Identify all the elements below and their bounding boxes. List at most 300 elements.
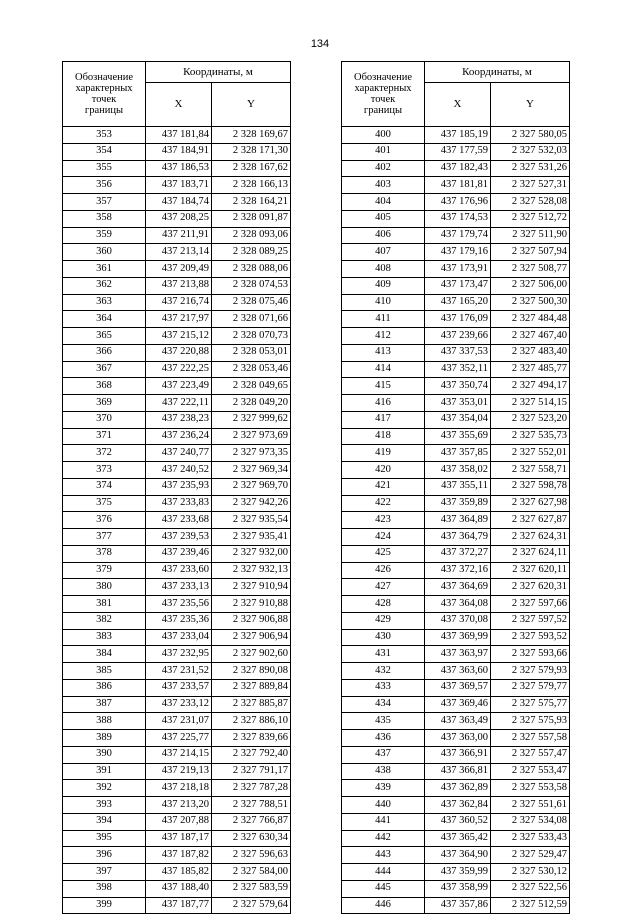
table-row <box>63 545 291 562</box>
point-header-line4: границы <box>84 105 124 116</box>
y-coordinate-cell: 2 327 552,01 <box>491 445 570 462</box>
point-number-cell: 418 <box>342 428 425 445</box>
point-number-cell: 419 <box>342 445 425 462</box>
x-coordinate-cell: 437 176,96 <box>425 194 491 211</box>
point-number-cell: 354 <box>63 143 146 160</box>
y-coordinate-cell: 2 327 553,58 <box>491 780 570 797</box>
x-coordinate-cell: 437 174,53 <box>425 210 491 227</box>
point-number-cell: 369 <box>63 395 146 412</box>
table-row <box>63 127 291 144</box>
x-coordinate-cell: 437 235,36 <box>146 612 212 629</box>
x-coordinate-cell: 437 364,89 <box>425 512 491 529</box>
point-number-cell: 364 <box>63 311 146 328</box>
point-number-cell: 417 <box>342 411 425 428</box>
table-row <box>342 411 570 428</box>
x-coordinate-cell: 437 363,00 <box>425 730 491 747</box>
table-row <box>63 763 291 780</box>
table-row <box>342 579 570 596</box>
y-coordinate-cell: 2 327 839,66 <box>212 730 291 747</box>
y-coordinate-cell: 2 327 627,87 <box>491 512 570 529</box>
point-number-cell: 423 <box>342 512 425 529</box>
table-row <box>342 512 570 529</box>
point-number-cell: 411 <box>342 311 425 328</box>
table-row <box>63 311 291 328</box>
x-coordinate-cell: 437 370,08 <box>425 612 491 629</box>
table-row <box>63 244 291 261</box>
table-row <box>63 780 291 797</box>
point-number-cell: 388 <box>63 713 146 730</box>
y-coordinate-cell: 2 327 494,17 <box>491 378 570 395</box>
table-row <box>342 378 570 395</box>
table-row <box>63 746 291 763</box>
table-row <box>63 495 291 512</box>
point-number-cell: 401 <box>342 143 425 160</box>
point-number-cell: 407 <box>342 244 425 261</box>
point-number-cell: 430 <box>342 629 425 646</box>
y-coordinate-cell: 2 327 766,87 <box>212 813 291 830</box>
point-number-cell: 360 <box>63 244 146 261</box>
x-coordinate-cell: 437 366,81 <box>425 763 491 780</box>
x-coordinate-cell: 437 362,89 <box>425 780 491 797</box>
x-coordinate-cell: 437 233,13 <box>146 579 212 596</box>
y-coordinate-cell: 2 327 534,08 <box>491 813 570 830</box>
table-row <box>342 160 570 177</box>
x-coordinate-cell: 437 359,89 <box>425 495 491 512</box>
coordinates-table-right <box>341 61 570 914</box>
point-number-cell: 373 <box>63 462 146 479</box>
x-coordinate-cell: 437 188,40 <box>146 880 212 897</box>
x-coordinate-cell: 437 213,14 <box>146 244 212 261</box>
table-row <box>342 143 570 160</box>
table-body-right <box>342 127 570 914</box>
x-coordinate-cell: 437 372,27 <box>425 545 491 562</box>
point-number-cell: 432 <box>342 663 425 680</box>
y-coordinate-cell: 2 328 053,01 <box>212 344 291 361</box>
y-coordinate-cell: 2 327 906,94 <box>212 629 291 646</box>
x-coordinate-cell: 437 364,08 <box>425 596 491 613</box>
y-coordinate-cell: 2 327 532,03 <box>491 143 570 160</box>
table-row <box>342 495 570 512</box>
x-coordinate-cell: 437 182,43 <box>425 160 491 177</box>
y-coordinate-cell: 2 328 171,30 <box>212 143 291 160</box>
y-coordinate-cell: 2 327 596,63 <box>212 847 291 864</box>
x-coordinate-cell: 437 354,04 <box>425 411 491 428</box>
y-coordinate-cell: 2 327 597,66 <box>491 596 570 613</box>
point-header-line1: Обозначение <box>74 72 134 83</box>
x-coordinate-cell: 437 173,91 <box>425 261 491 278</box>
x-coordinate-cell: 437 363,60 <box>425 663 491 680</box>
coordinates-table-left <box>62 61 291 914</box>
x-coordinate-cell: 437 209,49 <box>146 261 212 278</box>
point-number-cell: 437 <box>342 746 425 763</box>
point-number-cell: 445 <box>342 880 425 897</box>
y-coordinate-cell: 2 327 935,54 <box>212 512 291 529</box>
point-number-cell: 426 <box>342 562 425 579</box>
y-coordinate-cell: 2 327 630,34 <box>212 830 291 847</box>
point-number-cell: 428 <box>342 596 425 613</box>
x-coordinate-cell: 437 236,24 <box>146 428 212 445</box>
point-header-line2: характерных <box>75 83 133 94</box>
point-number-cell: 422 <box>342 495 425 512</box>
y-coordinate-cell: 2 327 511,90 <box>491 227 570 244</box>
point-number-cell: 399 <box>63 897 146 914</box>
point-number-cell: 416 <box>342 395 425 412</box>
table-row <box>63 261 291 278</box>
y-coordinate-cell: 2 327 620,11 <box>491 562 570 579</box>
table-row <box>342 545 570 562</box>
point-number-cell: 429 <box>342 612 425 629</box>
y-coordinate-cell: 2 327 624,11 <box>491 545 570 562</box>
y-header: Y <box>212 83 291 127</box>
table-row <box>63 395 291 412</box>
x-coordinate-cell: 437 213,20 <box>146 797 212 814</box>
table-row <box>63 478 291 495</box>
point-header-line2: характерных <box>354 83 412 94</box>
x-coordinate-cell: 437 216,74 <box>146 294 212 311</box>
point-number-cell: 378 <box>63 545 146 562</box>
point-number-cell: 441 <box>342 813 425 830</box>
y-coordinate-cell: 2 327 627,98 <box>491 495 570 512</box>
table-row <box>63 897 291 914</box>
y-coordinate-cell: 2 327 969,70 <box>212 478 291 495</box>
table-row <box>63 713 291 730</box>
table-row <box>63 612 291 629</box>
x-coordinate-cell: 437 222,11 <box>146 395 212 412</box>
x-coordinate-cell: 437 183,71 <box>146 177 212 194</box>
point-number-cell: 425 <box>342 545 425 562</box>
y-coordinate-cell: 2 327 787,28 <box>212 780 291 797</box>
x-coordinate-cell: 437 355,69 <box>425 428 491 445</box>
x-coordinate-cell: 437 235,56 <box>146 596 212 613</box>
y-coordinate-cell: 2 327 500,30 <box>491 294 570 311</box>
x-coordinate-cell: 437 217,97 <box>146 311 212 328</box>
point-number-cell: 424 <box>342 529 425 546</box>
point-header-line3: точек <box>91 94 117 105</box>
table-row <box>63 797 291 814</box>
point-header-line4: границы <box>363 105 403 116</box>
y-coordinate-cell: 2 327 932,00 <box>212 545 291 562</box>
point-number-cell: 398 <box>63 880 146 897</box>
x-coordinate-cell: 437 369,99 <box>425 629 491 646</box>
table-row <box>342 864 570 881</box>
point-number-cell: 365 <box>63 328 146 345</box>
x-coordinate-cell: 437 214,15 <box>146 746 212 763</box>
point-number-cell: 356 <box>63 177 146 194</box>
y-coordinate-cell: 2 327 906,88 <box>212 612 291 629</box>
point-number-cell: 438 <box>342 763 425 780</box>
y-coordinate-cell: 2 327 531,26 <box>491 160 570 177</box>
x-coordinate-cell: 437 215,12 <box>146 328 212 345</box>
coordinates-header: Координаты, м <box>146 62 291 83</box>
y-coordinate-cell: 2 327 910,94 <box>212 579 291 596</box>
y-coordinate-cell: 2 327 484,48 <box>491 311 570 328</box>
y-coordinate-cell: 2 327 523,20 <box>491 411 570 428</box>
table-row <box>342 127 570 144</box>
y-coordinate-cell: 2 327 575,77 <box>491 696 570 713</box>
table-row <box>342 210 570 227</box>
point-number-cell: 395 <box>63 830 146 847</box>
point-number-cell: 392 <box>63 780 146 797</box>
y-coordinate-cell: 2 328 049,20 <box>212 395 291 412</box>
point-number-cell: 363 <box>63 294 146 311</box>
table-row <box>63 294 291 311</box>
point-number-cell: 403 <box>342 177 425 194</box>
y-coordinate-cell: 2 327 506,00 <box>491 277 570 294</box>
table-row <box>342 478 570 495</box>
point-number-cell: 368 <box>63 378 146 395</box>
x-coordinate-cell: 437 233,04 <box>146 629 212 646</box>
point-number-cell: 383 <box>63 629 146 646</box>
table-row <box>342 244 570 261</box>
table-row <box>342 813 570 830</box>
y-coordinate-cell: 2 327 902,60 <box>212 646 291 663</box>
table-row <box>342 713 570 730</box>
x-coordinate-cell: 437 238,23 <box>146 411 212 428</box>
table-row <box>342 629 570 646</box>
point-number-cell: 435 <box>342 713 425 730</box>
y-header: Y <box>491 83 570 127</box>
table-row <box>342 730 570 747</box>
point-number-cell: 372 <box>63 445 146 462</box>
table-row <box>63 344 291 361</box>
table-row <box>63 378 291 395</box>
y-coordinate-cell: 2 328 075,46 <box>212 294 291 311</box>
x-coordinate-cell: 437 363,49 <box>425 713 491 730</box>
y-coordinate-cell: 2 327 910,88 <box>212 596 291 613</box>
point-number-cell: 439 <box>342 780 425 797</box>
y-coordinate-cell: 2 327 579,64 <box>212 897 291 914</box>
point-number-cell: 371 <box>63 428 146 445</box>
x-coordinate-cell: 437 185,82 <box>146 864 212 881</box>
point-number-cell: 384 <box>63 646 146 663</box>
point-number-cell: 408 <box>342 261 425 278</box>
point-number-cell: 385 <box>63 663 146 680</box>
x-coordinate-cell: 437 218,18 <box>146 780 212 797</box>
x-coordinate-cell: 437 364,79 <box>425 529 491 546</box>
y-coordinate-cell: 2 327 792,40 <box>212 746 291 763</box>
y-coordinate-cell: 2 327 593,52 <box>491 629 570 646</box>
table-row <box>63 730 291 747</box>
point-number-cell: 402 <box>342 160 425 177</box>
point-number-cell: 414 <box>342 361 425 378</box>
table-row <box>63 328 291 345</box>
table-row <box>63 277 291 294</box>
table-row <box>63 143 291 160</box>
x-coordinate-cell: 437 232,95 <box>146 646 212 663</box>
table-row <box>342 663 570 680</box>
table-row <box>63 629 291 646</box>
table-row <box>342 780 570 797</box>
table-row <box>63 529 291 546</box>
point-header-line1: Обозначение <box>353 72 413 83</box>
point-number-cell: 375 <box>63 495 146 512</box>
y-coordinate-cell: 2 328 093,06 <box>212 227 291 244</box>
table-row <box>63 579 291 596</box>
y-coordinate-cell: 2 327 593,66 <box>491 646 570 663</box>
table-row <box>342 897 570 914</box>
table-row <box>63 512 291 529</box>
point-number-cell: 404 <box>342 194 425 211</box>
x-coordinate-cell: 437 366,91 <box>425 746 491 763</box>
x-header: X <box>146 83 212 127</box>
point-number-cell: 382 <box>63 612 146 629</box>
y-coordinate-cell: 2 327 483,40 <box>491 344 570 361</box>
x-coordinate-cell: 437 220,88 <box>146 344 212 361</box>
x-coordinate-cell: 437 364,90 <box>425 847 491 864</box>
y-coordinate-cell: 2 328 070,73 <box>212 328 291 345</box>
y-coordinate-cell: 2 327 885,87 <box>212 696 291 713</box>
point-number-cell: 412 <box>342 328 425 345</box>
x-coordinate-cell: 437 233,12 <box>146 696 212 713</box>
table-row <box>342 596 570 613</box>
x-coordinate-cell: 437 369,57 <box>425 679 491 696</box>
x-coordinate-cell: 437 179,16 <box>425 244 491 261</box>
x-coordinate-cell: 437 165,20 <box>425 294 491 311</box>
table-row <box>342 428 570 445</box>
point-number-cell: 440 <box>342 797 425 814</box>
point-number-cell: 359 <box>63 227 146 244</box>
point-number-cell: 436 <box>342 730 425 747</box>
x-coordinate-cell: 437 350,74 <box>425 378 491 395</box>
table-row <box>63 227 291 244</box>
y-coordinate-cell: 2 327 557,47 <box>491 746 570 763</box>
point-number-cell: 393 <box>63 797 146 814</box>
x-coordinate-cell: 437 233,57 <box>146 679 212 696</box>
point-number-cell: 353 <box>63 127 146 144</box>
y-coordinate-cell: 2 327 535,73 <box>491 428 570 445</box>
y-coordinate-cell: 2 327 512,72 <box>491 210 570 227</box>
x-coordinate-cell: 437 239,53 <box>146 529 212 546</box>
x-coordinate-cell: 437 187,17 <box>146 830 212 847</box>
point-number-cell: 410 <box>342 294 425 311</box>
x-coordinate-cell: 437 181,84 <box>146 127 212 144</box>
point-number-cell: 355 <box>63 160 146 177</box>
y-coordinate-cell: 2 327 558,71 <box>491 462 570 479</box>
y-coordinate-cell: 2 327 580,05 <box>491 127 570 144</box>
point-number-cell: 409 <box>342 277 425 294</box>
point-number-cell: 397 <box>63 864 146 881</box>
y-coordinate-cell: 2 328 166,13 <box>212 177 291 194</box>
y-coordinate-cell: 2 327 620,31 <box>491 579 570 596</box>
table-row <box>342 261 570 278</box>
y-coordinate-cell: 2 327 969,34 <box>212 462 291 479</box>
y-coordinate-cell: 2 327 527,31 <box>491 177 570 194</box>
table-row <box>63 428 291 445</box>
x-coordinate-cell: 437 233,68 <box>146 512 212 529</box>
y-coordinate-cell: 2 327 514,15 <box>491 395 570 412</box>
x-coordinate-cell: 437 177,59 <box>425 143 491 160</box>
point-number-cell: 380 <box>63 579 146 596</box>
y-coordinate-cell: 2 327 932,13 <box>212 562 291 579</box>
x-coordinate-cell: 437 187,77 <box>146 897 212 914</box>
point-number-cell: 357 <box>63 194 146 211</box>
table-row <box>342 763 570 780</box>
y-coordinate-cell: 2 328 071,66 <box>212 311 291 328</box>
point-number-cell: 370 <box>63 411 146 428</box>
point-number-cell: 443 <box>342 847 425 864</box>
table-row <box>63 646 291 663</box>
x-coordinate-cell: 437 213,88 <box>146 277 212 294</box>
point-number-cell: 442 <box>342 830 425 847</box>
x-coordinate-cell: 437 355,11 <box>425 478 491 495</box>
x-coordinate-cell: 437 231,07 <box>146 713 212 730</box>
x-coordinate-cell: 437 184,91 <box>146 143 212 160</box>
x-coordinate-cell: 437 208,25 <box>146 210 212 227</box>
x-coordinate-cell: 437 225,77 <box>146 730 212 747</box>
x-coordinate-cell: 437 239,66 <box>425 328 491 345</box>
y-coordinate-cell: 2 327 557,58 <box>491 730 570 747</box>
coordinates-header: Координаты, м <box>425 62 570 83</box>
table-row <box>63 462 291 479</box>
point-number-cell: 421 <box>342 478 425 495</box>
y-coordinate-cell: 2 328 167,62 <box>212 160 291 177</box>
y-coordinate-cell: 2 327 791,17 <box>212 763 291 780</box>
y-coordinate-cell: 2 327 583,59 <box>212 880 291 897</box>
point-number-cell: 444 <box>342 864 425 881</box>
x-coordinate-cell: 437 363,97 <box>425 646 491 663</box>
page-number: 134 <box>310 38 330 50</box>
table-row <box>342 880 570 897</box>
y-coordinate-cell: 2 327 512,59 <box>491 897 570 914</box>
table-body-left <box>63 127 291 914</box>
table-row <box>63 663 291 680</box>
y-coordinate-cell: 2 327 584,00 <box>212 864 291 881</box>
y-coordinate-cell: 2 327 528,08 <box>491 194 570 211</box>
y-coordinate-cell: 2 327 533,43 <box>491 830 570 847</box>
x-coordinate-cell: 437 357,85 <box>425 445 491 462</box>
x-coordinate-cell: 437 358,02 <box>425 462 491 479</box>
table-row <box>342 311 570 328</box>
table-row <box>63 880 291 897</box>
x-coordinate-cell: 437 369,46 <box>425 696 491 713</box>
point-number-cell: 406 <box>342 227 425 244</box>
point-number-cell: 367 <box>63 361 146 378</box>
point-number-cell: 394 <box>63 813 146 830</box>
table-row <box>63 160 291 177</box>
y-coordinate-cell: 2 327 522,56 <box>491 880 570 897</box>
y-coordinate-cell: 2 328 053,46 <box>212 361 291 378</box>
table-row <box>342 646 570 663</box>
table-row <box>342 679 570 696</box>
table-row <box>342 344 570 361</box>
point-number-cell: 387 <box>63 696 146 713</box>
point-number-cell: 433 <box>342 679 425 696</box>
x-coordinate-cell: 437 357,86 <box>425 897 491 914</box>
x-coordinate-cell: 437 185,19 <box>425 127 491 144</box>
table-row <box>342 746 570 763</box>
point-number-cell: 396 <box>63 847 146 864</box>
table-row <box>342 847 570 864</box>
y-coordinate-cell: 2 327 530,12 <box>491 864 570 881</box>
point-number-cell: 415 <box>342 378 425 395</box>
y-coordinate-cell: 2 328 169,67 <box>212 127 291 144</box>
y-coordinate-cell: 2 327 551,61 <box>491 797 570 814</box>
y-coordinate-cell: 2 328 091,87 <box>212 210 291 227</box>
point-header <box>63 62 146 127</box>
point-header-line3: точек <box>370 94 396 105</box>
x-coordinate-cell: 437 179,74 <box>425 227 491 244</box>
y-coordinate-cell: 2 328 164,21 <box>212 194 291 211</box>
x-coordinate-cell: 437 359,99 <box>425 864 491 881</box>
y-coordinate-cell: 2 327 597,52 <box>491 612 570 629</box>
y-coordinate-cell: 2 327 507,94 <box>491 244 570 261</box>
y-coordinate-cell: 2 327 999,62 <box>212 411 291 428</box>
x-coordinate-cell: 437 235,93 <box>146 478 212 495</box>
table-row <box>342 194 570 211</box>
table-row <box>342 696 570 713</box>
y-coordinate-cell: 2 328 049,65 <box>212 378 291 395</box>
point-number-cell: 366 <box>63 344 146 361</box>
